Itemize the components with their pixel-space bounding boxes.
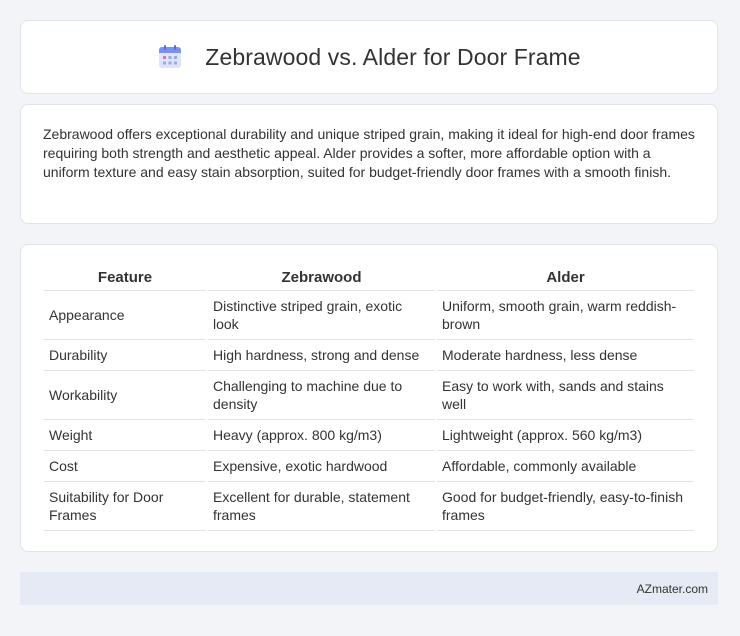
alder-cell: Moderate hardness, less dense xyxy=(437,340,694,371)
summary-card xyxy=(20,104,718,224)
calendar-grid-icon xyxy=(157,44,183,70)
summary-text: Zebrawood offers exceptional durability and unique striped grain, making it ideal for high-end door frames requiring both strength and aesthetic appeal. Alder provides a softer, more affordable option with a uniform texture and easy stain absorption, suited for budget-friendly door frames with a smooth finish. xyxy=(43,126,695,180)
zebrawood-cell: Distinctive striped grain, exotic look xyxy=(208,291,435,340)
title-card xyxy=(20,20,718,94)
zebrawood-cell: Heavy (approx. 800 kg/m3) xyxy=(208,420,435,451)
table-row xyxy=(44,371,694,420)
table-row xyxy=(44,482,694,531)
table-row xyxy=(44,340,694,371)
table-header-row xyxy=(44,265,694,291)
zebrawood-cell: Expensive, exotic hardwood xyxy=(208,451,435,482)
zebrawood-cell: Excellent for durable, statement frames xyxy=(208,482,435,531)
alder-cell: Uniform, smooth grain, warm reddish-brown xyxy=(437,291,694,340)
zebrawood-cell: High hardness, strong and dense xyxy=(208,340,435,371)
feature-cell: Suitability for Door Frames xyxy=(44,482,206,531)
alder-cell: Easy to work with, sands and stains well xyxy=(437,371,694,420)
feature-cell: Cost xyxy=(44,451,206,482)
feature-cell: Appearance xyxy=(44,291,206,340)
header-feature: Feature xyxy=(44,265,206,291)
comparison-table-card xyxy=(20,244,718,552)
table-row xyxy=(44,451,694,482)
feature-cell: Workability xyxy=(44,371,206,420)
alder-cell: Good for budget-friendly, easy-to-finish frames xyxy=(437,482,694,531)
comparison-table xyxy=(42,265,696,531)
feature-cell: Weight xyxy=(44,420,206,451)
table-row xyxy=(44,291,694,340)
footer xyxy=(20,572,718,605)
page-title: Zebrawood vs. Alder for Door Frame xyxy=(205,43,581,70)
feature-cell: Durability xyxy=(44,340,206,371)
alder-cell: Lightweight (approx. 560 kg/m3) xyxy=(437,420,694,451)
zebrawood-cell: Challenging to machine due to density xyxy=(208,371,435,420)
footer-brand[interactable]: AZmater.com xyxy=(636,581,708,596)
table-row xyxy=(44,420,694,451)
alder-cell: Affordable, commonly available xyxy=(437,451,694,482)
header-zebrawood: Zebrawood xyxy=(208,265,435,291)
header-alder: Alder xyxy=(437,265,694,291)
